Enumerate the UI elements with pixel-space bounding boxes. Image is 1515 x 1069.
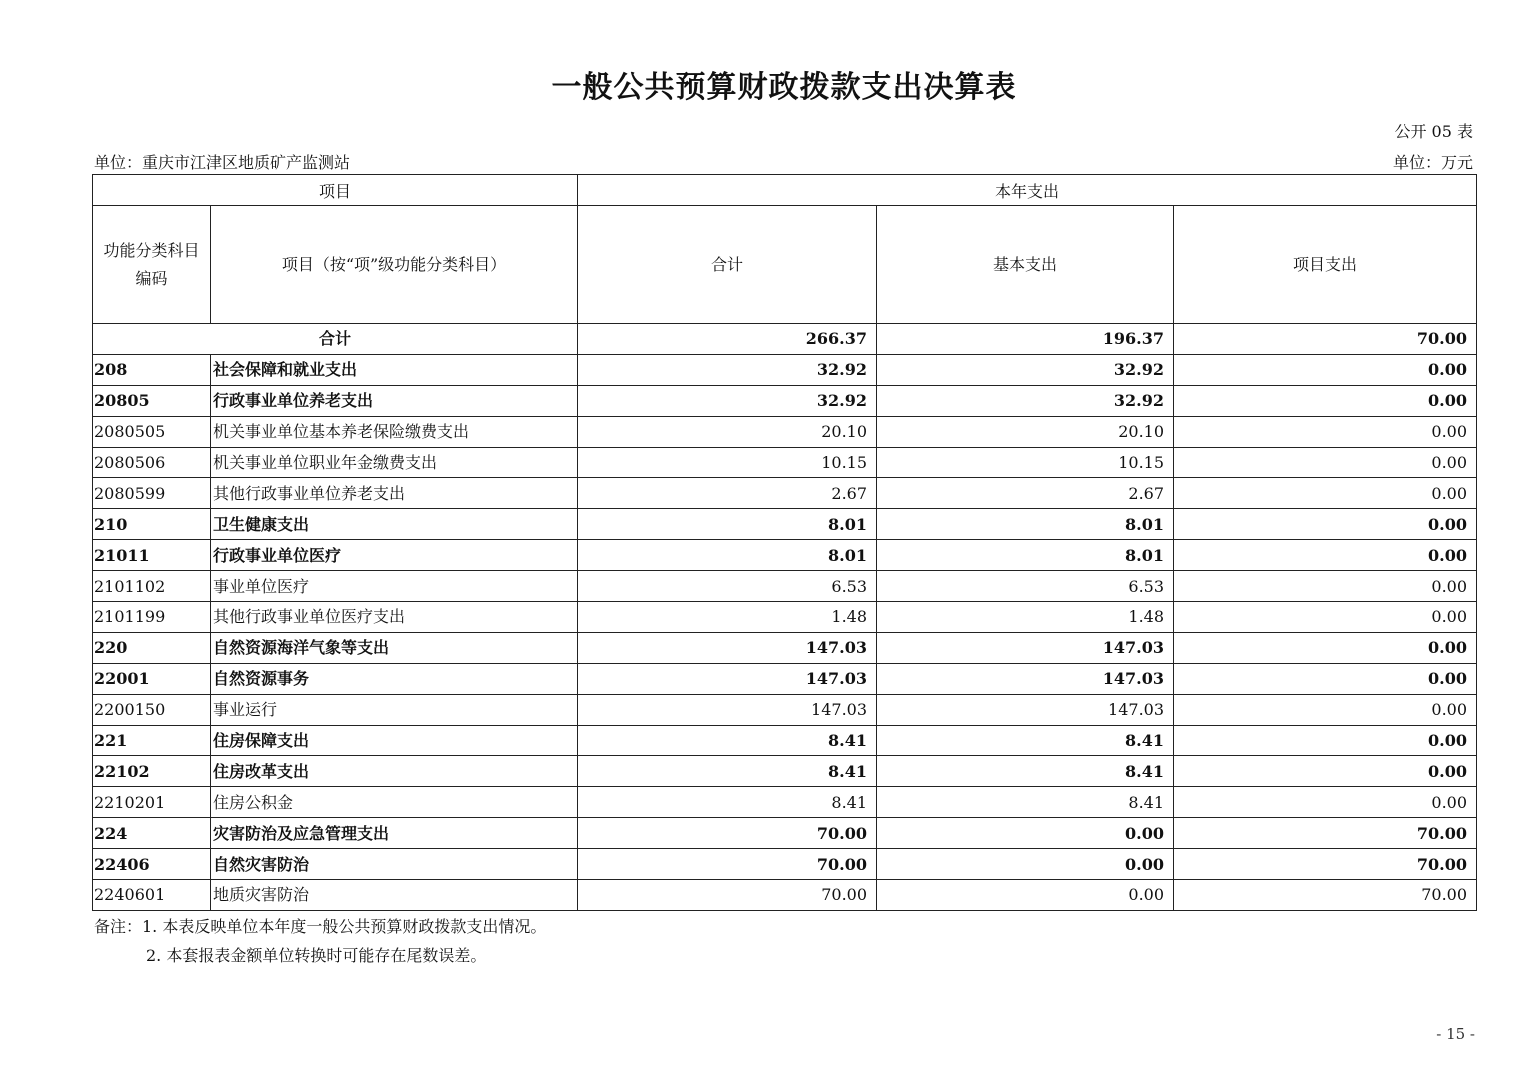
table-row <box>93 694 1477 725</box>
row-code: 2210201 <box>93 787 211 818</box>
table-row <box>93 602 1477 633</box>
row-basic: 32.92 <box>877 354 1174 385</box>
row-total: 147.03 <box>578 694 877 725</box>
row-project: 0.00 <box>1174 385 1477 416</box>
reporting-unit: 单位：重庆市江津区地质矿产监测站 <box>94 153 351 172</box>
row-name: 机关事业单位基本养老保险缴费支出 <box>211 416 578 447</box>
row-total: 70.00 <box>578 880 877 911</box>
row-name: 住房保障支出 <box>211 725 578 756</box>
row-total: 6.53 <box>578 571 877 602</box>
row-code: 21011 <box>93 540 211 571</box>
row-basic: 2.67 <box>877 478 1174 509</box>
row-code: 2101102 <box>93 571 211 602</box>
total-row <box>93 324 1477 355</box>
row-name: 自然灾害防治 <box>211 849 578 880</box>
row-code: 2101199 <box>93 602 211 633</box>
currency-unit: 单位：万元 <box>1392 153 1473 172</box>
table-row <box>93 571 1477 602</box>
total-sum: 266.37 <box>578 324 877 355</box>
row-basic: 1.48 <box>877 602 1174 633</box>
row-project: 0.00 <box>1174 416 1477 447</box>
row-basic: 20.10 <box>877 416 1174 447</box>
row-project: 0.00 <box>1174 756 1477 787</box>
row-total: 32.92 <box>578 385 877 416</box>
row-name: 灾害防治及应急管理支出 <box>211 818 578 849</box>
row-project: 0.00 <box>1174 632 1477 663</box>
row-basic: 147.03 <box>877 694 1174 725</box>
row-code: 2080506 <box>93 447 211 478</box>
row-total: 8.41 <box>578 725 877 756</box>
total-label: 合计 <box>93 324 578 355</box>
table-row <box>93 385 1477 416</box>
header-this-year: 本年支出 <box>578 175 1477 206</box>
row-name: 行政事业单位医疗 <box>211 540 578 571</box>
row-code: 220 <box>93 632 211 663</box>
row-project: 0.00 <box>1174 509 1477 540</box>
row-project: 0.00 <box>1174 447 1477 478</box>
row-project: 70.00 <box>1174 849 1477 880</box>
row-name: 自然资源事务 <box>211 663 578 694</box>
page-number: - 15 - <box>1436 1025 1475 1043</box>
table-row <box>93 478 1477 509</box>
row-basic: 0.00 <box>877 880 1174 911</box>
table-row <box>93 540 1477 571</box>
table-row <box>93 354 1477 385</box>
row-project: 0.00 <box>1174 663 1477 694</box>
row-project: 0.00 <box>1174 694 1477 725</box>
table-row <box>93 818 1477 849</box>
row-name: 事业运行 <box>211 694 578 725</box>
row-basic: 147.03 <box>877 632 1174 663</box>
row-project: 0.00 <box>1174 540 1477 571</box>
row-name: 其他行政事业单位医疗支出 <box>211 602 578 633</box>
table-row <box>93 725 1477 756</box>
row-name: 事业单位医疗 <box>211 571 578 602</box>
header-project: 项目 <box>93 175 578 206</box>
row-basic: 6.53 <box>877 571 1174 602</box>
table-body <box>93 324 1477 911</box>
row-total: 20.10 <box>578 416 877 447</box>
form-number: 公开 05 表 <box>1394 122 1473 141</box>
table-row <box>93 663 1477 694</box>
header-row-1 <box>93 175 1477 206</box>
row-total: 8.01 <box>578 540 877 571</box>
notes <box>94 912 546 970</box>
table-row <box>93 787 1477 818</box>
row-code: 208 <box>93 354 211 385</box>
row-name: 机关事业单位职业年金缴费支出 <box>211 447 578 478</box>
row-code: 2240601 <box>93 880 211 911</box>
row-project: 0.00 <box>1174 787 1477 818</box>
row-basic: 10.15 <box>877 447 1174 478</box>
row-code: 2200150 <box>93 694 211 725</box>
note-2: 2. 本套报表金额单位转换时可能存在尾数误差。 <box>146 946 487 965</box>
row-basic: 8.41 <box>877 787 1174 818</box>
row-total: 70.00 <box>578 818 877 849</box>
row-name: 地质灾害防治 <box>211 880 578 911</box>
row-basic: 8.01 <box>877 509 1174 540</box>
row-project: 70.00 <box>1174 818 1477 849</box>
row-basic: 0.00 <box>877 818 1174 849</box>
row-project: 0.00 <box>1174 478 1477 509</box>
row-code: 224 <box>93 818 211 849</box>
table-row <box>93 756 1477 787</box>
row-project: 0.00 <box>1174 571 1477 602</box>
row-code: 221 <box>93 725 211 756</box>
header-row-2 <box>93 206 1477 324</box>
row-total: 8.01 <box>578 509 877 540</box>
row-basic: 8.01 <box>877 540 1174 571</box>
row-project: 0.00 <box>1174 725 1477 756</box>
row-code: 22102 <box>93 756 211 787</box>
header-item: 项目（按“项”级功能分类科目） <box>211 206 578 324</box>
row-code: 2080505 <box>93 416 211 447</box>
row-name: 住房改革支出 <box>211 756 578 787</box>
row-name: 其他行政事业单位养老支出 <box>211 478 578 509</box>
expenditure-table <box>92 174 1477 911</box>
row-project: 0.00 <box>1174 354 1477 385</box>
header-project-exp: 项目支出 <box>1174 206 1477 324</box>
table-row <box>93 849 1477 880</box>
table-row <box>93 632 1477 663</box>
row-name: 住房公积金 <box>211 787 578 818</box>
row-total: 32.92 <box>578 354 877 385</box>
row-project: 70.00 <box>1174 880 1477 911</box>
row-basic: 32.92 <box>877 385 1174 416</box>
header-code: 功能分类科目编码 <box>93 206 211 324</box>
table-row <box>93 880 1477 911</box>
table-row <box>93 416 1477 447</box>
total-basic: 196.37 <box>877 324 1174 355</box>
row-basic: 0.00 <box>877 849 1174 880</box>
row-code: 22001 <box>93 663 211 694</box>
row-name: 卫生健康支出 <box>211 509 578 540</box>
row-basic: 8.41 <box>877 756 1174 787</box>
header-total: 合计 <box>578 206 877 324</box>
row-total: 1.48 <box>578 602 877 633</box>
row-total: 147.03 <box>578 632 877 663</box>
page-title: 一般公共预算财政拨款支出决算表 <box>551 70 1017 105</box>
row-total: 8.41 <box>578 756 877 787</box>
row-total: 10.15 <box>578 447 877 478</box>
row-project: 0.00 <box>1174 602 1477 633</box>
row-code: 2080599 <box>93 478 211 509</box>
table-row <box>93 509 1477 540</box>
row-name: 社会保障和就业支出 <box>211 354 578 385</box>
row-total: 147.03 <box>578 663 877 694</box>
row-code: 22406 <box>93 849 211 880</box>
total-project: 70.00 <box>1174 324 1477 355</box>
row-total: 2.67 <box>578 478 877 509</box>
row-basic: 8.41 <box>877 725 1174 756</box>
row-name: 行政事业单位养老支出 <box>211 385 578 416</box>
row-total: 8.41 <box>578 787 877 818</box>
row-name: 自然资源海洋气象等支出 <box>211 632 578 663</box>
row-code: 20805 <box>93 385 211 416</box>
row-total: 70.00 <box>578 849 877 880</box>
row-basic: 147.03 <box>877 663 1174 694</box>
row-code: 210 <box>93 509 211 540</box>
table-row <box>93 447 1477 478</box>
header-basic: 基本支出 <box>877 206 1174 324</box>
note-1: 备注：1. 本表反映单位本年度一般公共预算财政拨款支出情况。 <box>94 917 547 936</box>
